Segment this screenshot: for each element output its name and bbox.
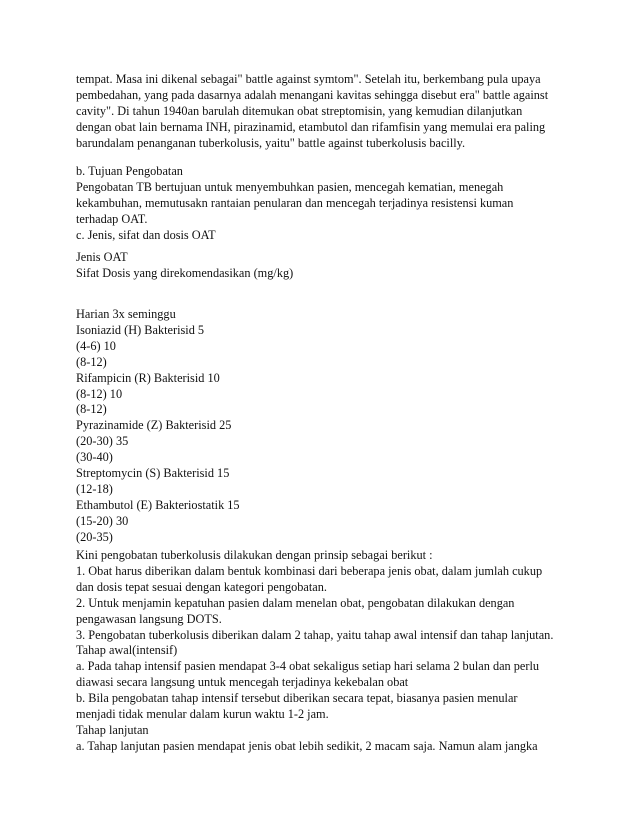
dose-range: (8-12) 10 [76, 386, 123, 401]
dose-range: (20-35) [76, 529, 113, 544]
tujuan-section [76, 164, 566, 244]
dosage-header: Harian 3x seminggu [76, 307, 176, 321]
subheading: Tahap awal(intensif) [76, 643, 178, 658]
dosage-list [76, 307, 566, 546]
text-line: terhadap OAT. [76, 211, 148, 226]
dose-range: (12-18) [76, 481, 113, 496]
text-line: barundalam penanganan tuberkolusis, yaitu" battle against tuberkolusis bacilly. [76, 135, 466, 150]
drug-row: Isoniazid (H) Bakterisid 5 [76, 322, 205, 337]
text-line: tempat. Masa ini dikenal sebagai" battle against symtom". Setelah itu, berkembang pula upaya [76, 72, 541, 86]
text-line: a. Pada tahap intensif pasien mendapat 3-4 obat sekaligus setiap hari selama 2 bulan dan perlu [76, 659, 540, 674]
intro-paragraph [76, 72, 576, 152]
text-line: 3. Pengobatan tuberkolusis diberikan dalam 2 tahap, yaitu tahap awal intensif dan tahap lanjutan. [76, 627, 554, 642]
text-line: kekambuhan, memutusakn rantaian penularan dan mencegah terjadinya resistensi kuman [76, 195, 514, 210]
drug-row: Streptomycin (S) Bakterisid 15 [76, 466, 230, 481]
text-line: 2. Untuk menjamin kepatuhan pasien dalam menelan obat, pengobatan dilakukan dengan [76, 595, 515, 610]
dose-range: (8-12) [76, 354, 107, 369]
prinsip-section [76, 548, 576, 755]
text-line: diawasi secara langsung untuk mencegah terjadinya kekebalan obat [76, 675, 409, 690]
text-line: a. Tahap lanjutan pasien mendapat jenis obat lebih sedikit, 2 macam saja. Namun alam jangka [76, 738, 538, 753]
text-line: pengawasan langsung DOTS. [76, 611, 222, 626]
text-line: b. Bila pengobatan tahap intensif tersebut diberikan secara tepat, biasanya pasien menular [76, 691, 518, 706]
table-header: Jenis OAT [76, 250, 128, 264]
text-line: dan dosis tepat sesuai dengan kategori pengobatan. [76, 579, 327, 594]
jenis-oat-header [76, 250, 566, 282]
text-line: dengan obat lain bernama INH, pirazinamid, etambutol dan rifamfisin yang memulai era paling [76, 119, 546, 134]
subheading: Tahap lanjutan [76, 722, 149, 737]
drug-row: Rifampicin (R) Bakterisid 10 [76, 370, 220, 385]
dose-range: (20-30) 35 [76, 434, 129, 449]
table-header: Sifat Dosis yang direkomendasikan (mg/kg) [76, 265, 294, 280]
section-heading: c. Jenis, sifat dan dosis OAT [76, 227, 216, 242]
dose-range: (4-6) 10 [76, 338, 116, 353]
text-line: 1. Obat harus diberikan dalam bentuk kombinasi dari beberapa jenis obat, dalam jumlah cukup [76, 563, 543, 578]
dose-range: (30-40) [76, 450, 113, 465]
section-heading: b. Tujuan Pengobatan [76, 164, 183, 178]
drug-row: Ethambutol (E) Bakteriostatik 15 [76, 497, 240, 512]
text-line: Pengobatan TB bertujuan untuk menyembuhkan pasien, mencegah kematian, menegah [76, 179, 504, 194]
drug-row: Pyrazinamide (Z) Bakterisid 25 [76, 418, 232, 433]
dose-range: (8-12) [76, 402, 107, 417]
text-line: menjadi tidak menular dalam kurun waktu 1-2 jam. [76, 707, 329, 722]
text-line: pembedahan, yang pada dasarnya adalah menangani kavitas sehingga disebut era" battle against [76, 87, 549, 102]
dose-range: (15-20) 30 [76, 513, 129, 528]
text-line: Kini pengobatan tuberkolusis dilakukan dengan prinsip sebagai berikut : [76, 548, 433, 562]
text-line: cavity". Di tahun 1940an barulah ditemukan obat streptomisin, yang kemudian dilanjutkan [76, 103, 523, 118]
